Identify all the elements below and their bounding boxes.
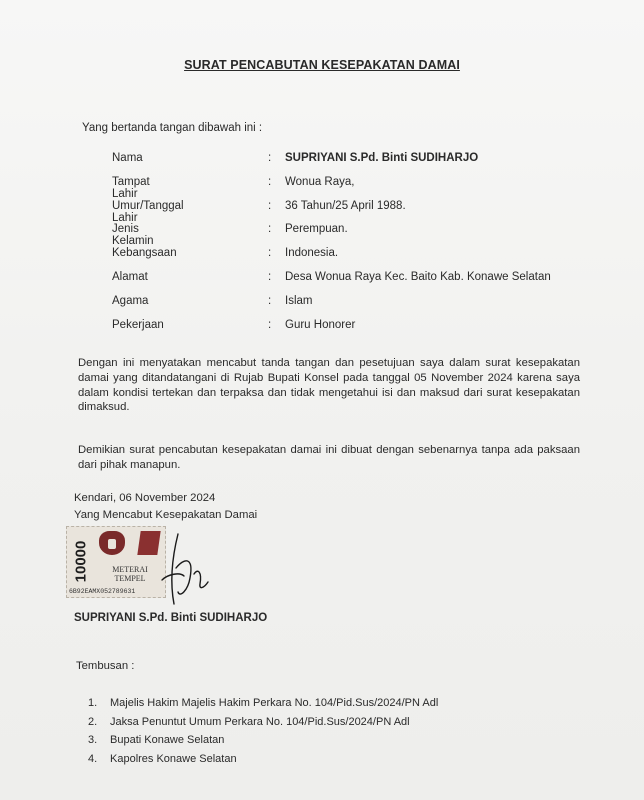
field-colon: : xyxy=(268,318,272,331)
field-colon: : xyxy=(268,247,272,260)
signer-role: Yang Mencabut Kesepakatan Damai xyxy=(74,509,258,521)
field-value: Islam xyxy=(285,294,313,307)
closing-paragraph: Demikian surat pencabutan kesepakatan damai ini dibuat dengan sebenarnya tanpa ada paksaan dari pihak manapun. xyxy=(78,444,580,471)
field-value: Desa Wonua Raya Kec. Baito Kab. Konawe Selatan xyxy=(285,270,551,283)
tembusan-label: Tembusan : xyxy=(76,660,135,672)
field-label: Kebangsaan xyxy=(112,247,177,260)
field-colon: : xyxy=(268,270,272,283)
stamp-serial: 6B92EAMX052789631 xyxy=(69,588,136,595)
field-colon: : xyxy=(268,199,272,212)
list-text: Kapolres Konawe Selatan xyxy=(110,752,237,765)
intro-text: Yang bertanda tangan dibawah ini : xyxy=(82,122,263,134)
field-label: Nama xyxy=(112,152,143,164)
tembusan-list xyxy=(88,697,438,771)
field-label: Tampat Lahir xyxy=(112,175,150,200)
statement-paragraph: Dengan ini menyatakan mencabut tanda tangan dan pesetujuan saya dalam surat kesepakatan damai yang ditandatangani di Rujab Bupati Konsel pada tanggal 05 November 2024 karena saya dalam kondisi tertekan dan terpaksa dan tidak mengetahui isi dan maksud dari surat kesepakatan dimaksud. xyxy=(78,357,580,414)
field-value: Wonua Raya, xyxy=(285,175,355,188)
field-label: Jenis Kelamin xyxy=(112,223,154,248)
place-date: Kendari, 06 November 2024 xyxy=(74,492,216,504)
handwritten-signature xyxy=(150,528,220,608)
list-number: 2. xyxy=(88,715,98,728)
field-label: Pekerjaan xyxy=(112,318,164,331)
stamp-label-line1: METERAI xyxy=(112,565,148,574)
garuda-emblem-icon xyxy=(99,531,125,555)
letter-title: SURAT PENCABUTAN KESEPAKATAN DAMAI xyxy=(184,58,460,72)
field-label: Umur/Tanggal Lahir xyxy=(112,199,184,224)
list-item xyxy=(88,734,438,753)
stamp-denomination: 10000 xyxy=(72,540,90,582)
field-value: SUPRIYANI S.Pd. Binti SUDIHARJO xyxy=(285,152,479,164)
field-value: 36 Tahun/25 April 1988. xyxy=(285,199,406,212)
field-colon: : xyxy=(268,223,272,236)
stamp-label-line2: TEMPEL xyxy=(114,574,146,583)
field-label: Alamat xyxy=(112,270,148,283)
signer-name: SUPRIYANI S.Pd. Binti SUDIHARJO xyxy=(74,612,268,624)
field-colon: : xyxy=(268,175,272,188)
list-text: Jaksa Penuntut Umum Perkara No. 104/Pid.Sus/2024/PN Adl xyxy=(110,715,410,728)
list-text: Bupati Konawe Selatan xyxy=(110,734,225,746)
list-number: 4. xyxy=(88,752,98,765)
list-text: Majelis Hakim Majelis Hakim Perkara No. 104/Pid.Sus/2024/PN Adl xyxy=(110,697,439,709)
field-value: Guru Honorer xyxy=(285,318,356,331)
field-colon: : xyxy=(268,152,272,164)
list-number: 3. xyxy=(88,734,98,746)
field-colon: : xyxy=(268,294,272,307)
field-value: Indonesia. xyxy=(285,247,339,260)
list-item xyxy=(88,716,438,735)
list-number: 1. xyxy=(88,697,98,709)
field-value: Perempuan. xyxy=(285,223,348,236)
list-item xyxy=(88,697,438,716)
field-label: Agama xyxy=(112,294,149,307)
list-item xyxy=(88,753,438,772)
